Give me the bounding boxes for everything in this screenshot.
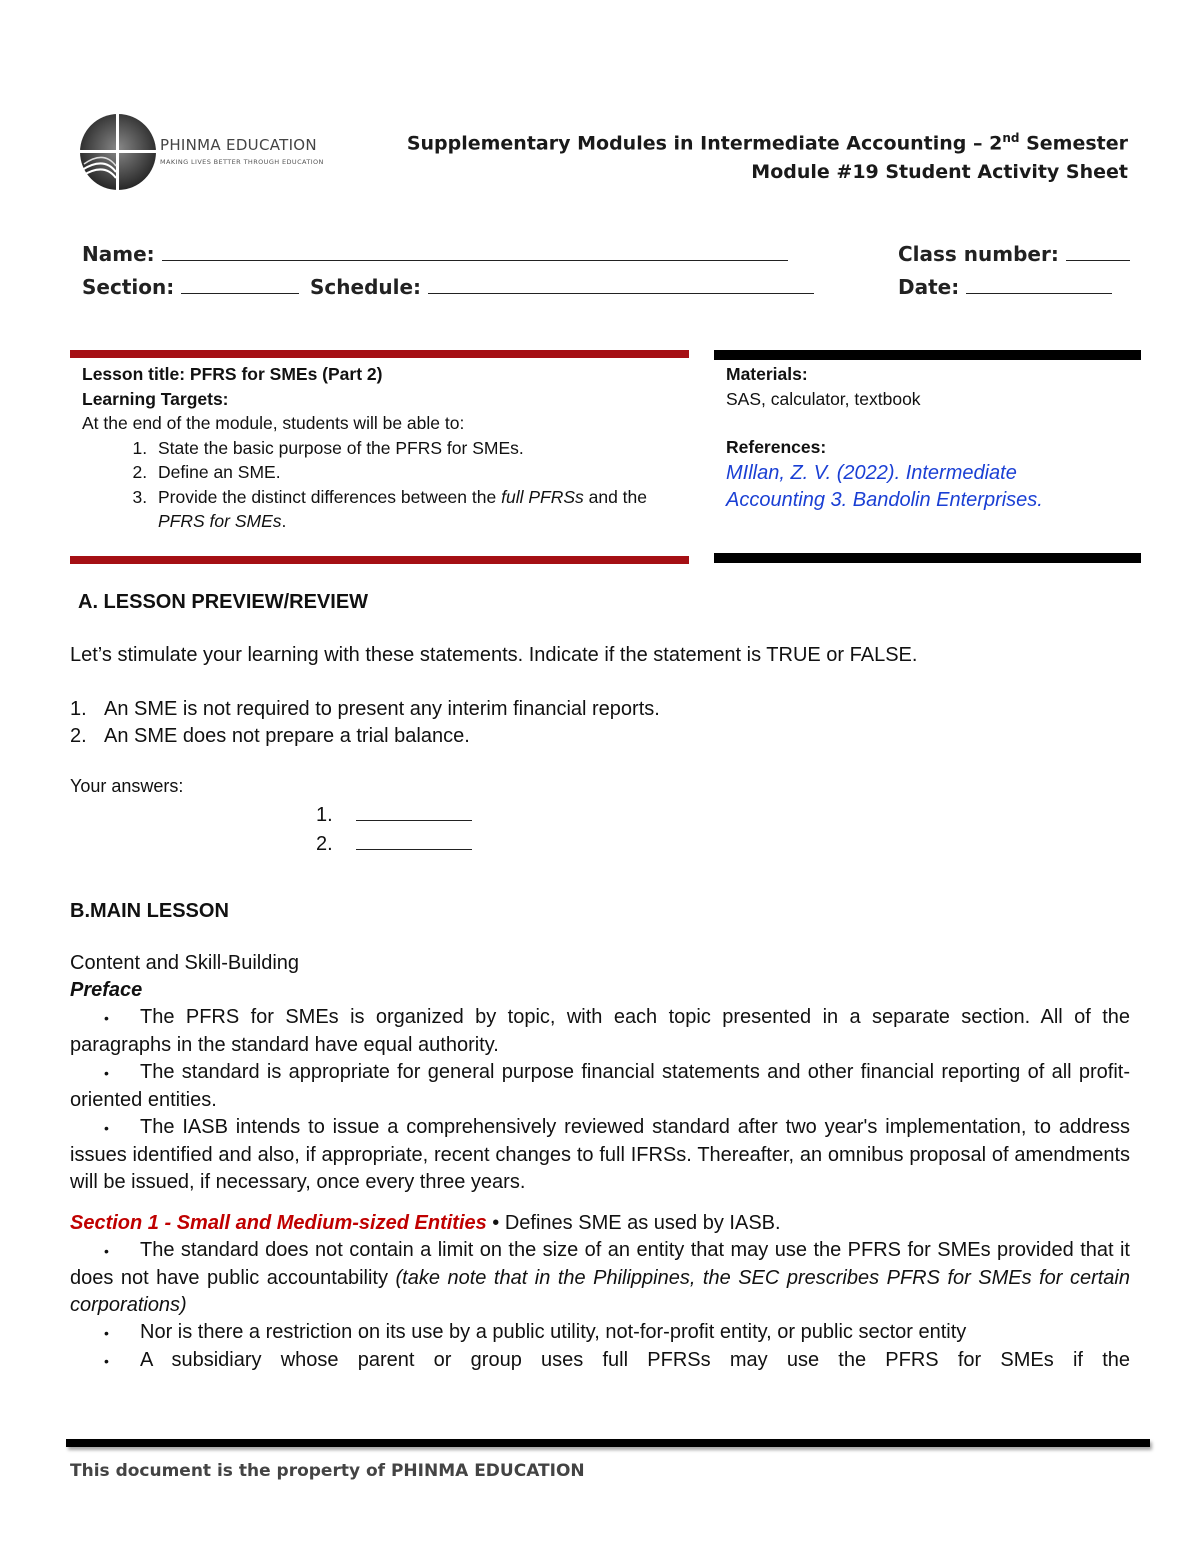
learning-target-item: 1. State the basic purpose of the PFRS for SMEs. [152, 436, 682, 461]
answer-line-2[interactable] [316, 829, 472, 858]
section1-title: Section 1 - Small and Medium-sized Entities [70, 1212, 487, 1234]
answer-number: 2. [316, 833, 333, 855]
preface-bullet-text: The PFRS for SMEs is organized by topic, with each topic presented in a separate section. All of the paragraphs in the standard have equal authority. [70, 1006, 1130, 1056]
section1-bullet-text: Nor is there a restriction on its use by a public utility, not-for-profit entity, or public sector entity [140, 1321, 967, 1343]
answer-line-1[interactable] [316, 800, 472, 829]
answer-blanks[interactable] [316, 800, 472, 858]
bullet-icon: • [104, 1325, 109, 1341]
references-label: References: [726, 437, 827, 457]
section-field[interactable] [82, 271, 299, 299]
lesson-box-bottom-bar [70, 556, 689, 564]
materials-list: SAS, calculator, textbook [726, 388, 921, 409]
schedule-field[interactable] [310, 271, 814, 299]
section-b-subheading: Content and Skill-Building [70, 952, 300, 974]
bullet-icon: • [104, 1065, 109, 1081]
section1-bullet [70, 1237, 1130, 1319]
learning-target-item: 2. Define an SME. [152, 460, 682, 485]
schedule-blank[interactable] [428, 271, 814, 294]
section-label: Section: [82, 275, 175, 299]
title-superscript: nd [1002, 131, 1020, 145]
reference-line2: Accounting 3. Bandolin Enterprises. [726, 488, 1043, 511]
section1-definition: • Defines SME as used by IASB. [486, 1212, 781, 1234]
lesson-title: Lesson title: PFRS for SMEs (Part 2) [82, 364, 383, 384]
name-field[interactable] [82, 238, 788, 266]
learning-targets-list [82, 436, 682, 534]
materials-label: Materials: [726, 364, 808, 384]
section-a-heading: A. LESSON PREVIEW/REVIEW [78, 591, 369, 613]
statement-text: An SME is not required to present any interim financial reports. [104, 698, 660, 720]
title-line1-suffix: Semester [1019, 132, 1128, 155]
date-label: Date: [898, 275, 960, 299]
document-title-line1 [407, 131, 1128, 154]
date-blank[interactable] [966, 271, 1112, 294]
statement-text: An SME does not prepare a trial balance. [104, 725, 470, 747]
preface-bullet [70, 1004, 1130, 1059]
lesson-box-top-bar [70, 350, 689, 358]
title-line1-text: Supplementary Modules in Intermediate Accounting – 2 [406, 132, 1003, 155]
learning-targets-label: Learning Targets: [82, 388, 229, 409]
target3-end: . [281, 511, 287, 531]
section-a-statements [70, 696, 1140, 750]
preface-bullet [70, 1059, 1130, 1114]
bullet-icon: • [104, 1243, 109, 1259]
preface-bullet [70, 1114, 1130, 1196]
preface-label: Preface [70, 979, 143, 1001]
reference-line1: MIllan, Z. V. (2022). Intermediate [726, 461, 1017, 484]
answer-blank[interactable] [356, 800, 472, 821]
section1-bullet-note: (take note that in the Philippines, the SEC prescribes PFRS for SMEs for certain corporations) [70, 1267, 1130, 1316]
footer-bar [66, 1439, 1150, 1447]
date-field[interactable] [898, 271, 1112, 299]
answer-blank[interactable] [356, 829, 472, 850]
class-number-label: Class number: [898, 242, 1059, 266]
footer-text: This document is the property of PHINMA EDUCATION [70, 1461, 585, 1481]
name-label: Name: [82, 242, 155, 266]
name-blank[interactable] [162, 238, 788, 261]
materials-box-top-bar [714, 350, 1141, 360]
logo-name: PHINMA EDUCATION [160, 136, 317, 154]
lesson-box [82, 362, 682, 534]
target3-mid: and the [583, 486, 647, 507]
bullet-icon: • [104, 1010, 109, 1026]
learning-target-item [152, 485, 682, 534]
target3-pfrs-smes: PFRS for SMEs [158, 511, 282, 531]
class-number-blank[interactable] [1066, 238, 1130, 261]
preface-bullet-text: The IASB intends to issue a comprehensively reviewed standard after two year's implementation, to address issues identified and also, if appropriate, recent changes to full IFRSs. Thereafter, an omnibus proposal of amendments will be issued, if necessary, once every three years. [70, 1116, 1130, 1193]
section-a-intro: Let’s stimulate your learning with these statements. Indicate if the statement is TRUE or FALSE. [70, 644, 918, 666]
answer-number: 1. [316, 804, 333, 826]
section-b-body [70, 950, 1130, 1375]
statement-item: 1. An SME is not required to present any interim financial reports. [70, 698, 660, 720]
section1-heading-line [70, 1210, 1130, 1237]
materials-box-bottom-bar [714, 553, 1141, 563]
logo-tagline: MAKING LIVES BETTER THROUGH EDUCATION [160, 158, 324, 166]
section-blank[interactable] [181, 271, 299, 294]
section1-bullet-text: A subsidiary whose parent or group uses full PFRSs may use the PFRS for SMEs if the [140, 1349, 1130, 1371]
statement-item: 2. An SME does not prepare a trial balance. [70, 725, 470, 747]
preface-bullet-text: The standard is appropriate for general purpose financial statements and other financial reporting of all profit-oriented entities. [70, 1061, 1130, 1111]
bullet-icon: • [104, 1353, 109, 1369]
logo-emblem-icon [74, 112, 164, 192]
document-title-line2: Module #19 Student Activity Sheet [751, 161, 1128, 183]
section1-bullet [70, 1347, 1130, 1375]
schedule-label: Schedule: [310, 275, 422, 299]
section1-bullet [70, 1319, 1130, 1347]
answers-label: Your answers: [70, 776, 184, 796]
section1-bullet-text: The standard does not contain a limit on the size of an entity that may use the PFRS for SMEs provided that it does not have public accountability [70, 1239, 1130, 1289]
section-b-heading: B.MAIN LESSON [70, 900, 229, 922]
target3-full-pfrs: full PFRSs [501, 486, 584, 507]
materials-box [726, 362, 1136, 514]
bullet-icon: • [104, 1120, 109, 1136]
class-number-field[interactable] [898, 238, 1130, 266]
learning-targets-intro: At the end of the module, students will be able to: [82, 413, 465, 433]
target3-text: Provide the distinct differences between the [158, 486, 502, 507]
